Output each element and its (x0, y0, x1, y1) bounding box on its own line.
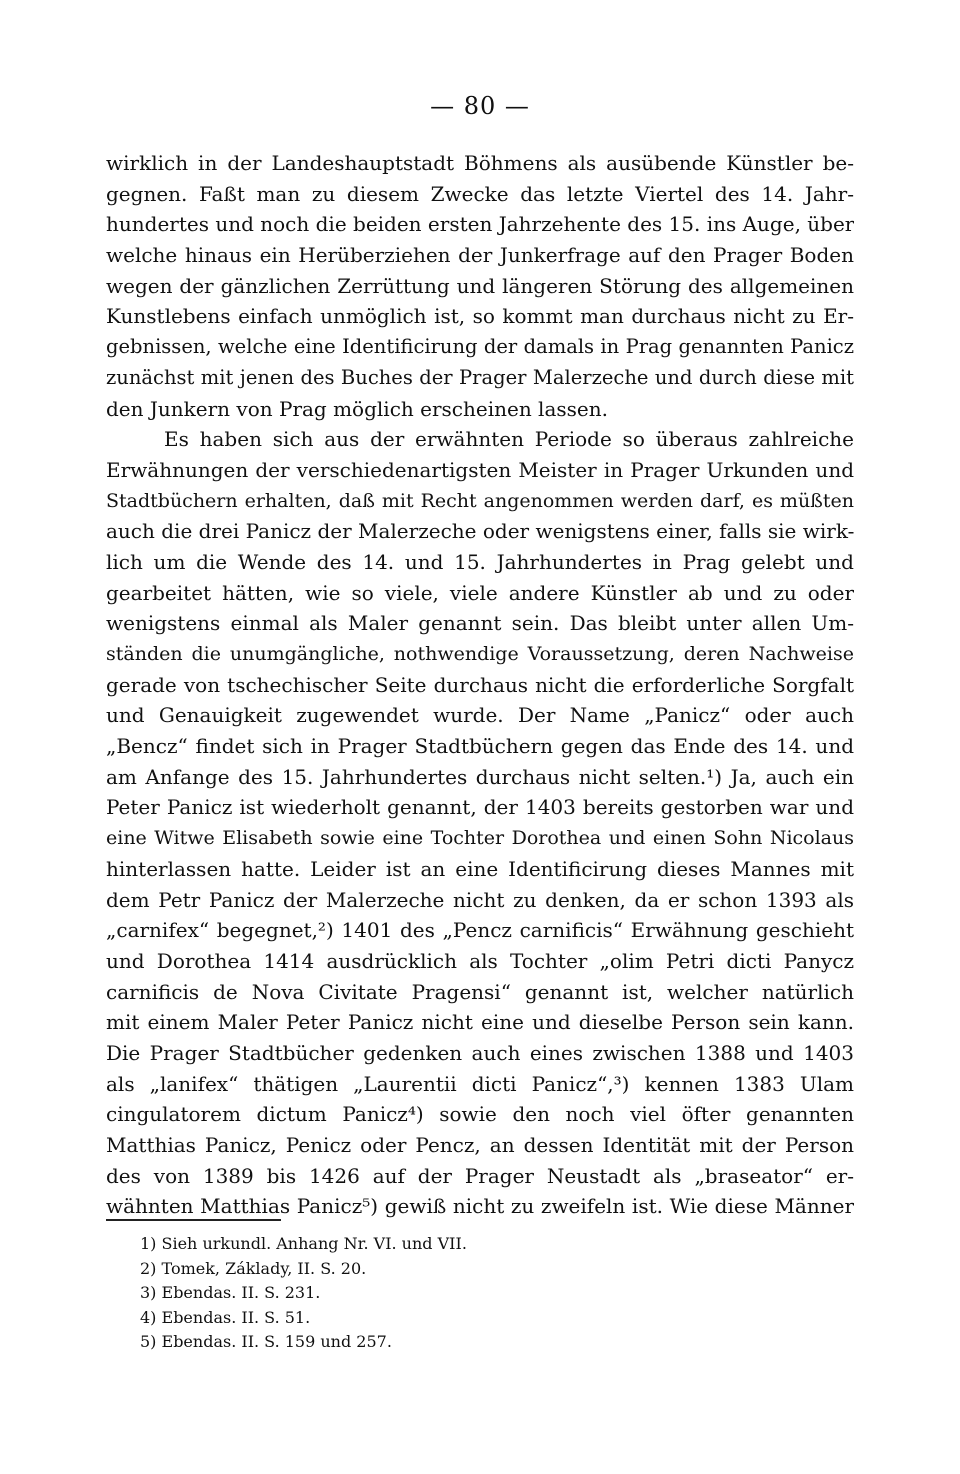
text-line: und Dorothea 1414 ausdrücklich als Tochter „olim Petri dicti Panycz (106, 948, 854, 973)
text-line: cingulatorem dictum Panicz⁴) sowie den noch viel öfter genannten (106, 1102, 854, 1127)
text-line: dem Petr Panicz der Malerzeche nicht zu denken, da er schon 1393 als (106, 887, 854, 912)
text-line: Matthias Panicz, Penicz oder Pencz, an dessen Identität mit der Person (106, 1133, 854, 1157)
text-line: Es haben sich aus der erwähnten Periode so überaus zahlreiche (164, 427, 854, 452)
text-line: hundertes und noch die beiden ersten Jahrzehente des 15. ins Auge, über (106, 212, 854, 237)
text-line: Kunstlebens einfach unmöglich ist, so kommt man durchaus nicht zu Er- (106, 304, 854, 329)
footnote-divider (106, 1219, 281, 1221)
text-line: wegen der gänzlichen Zerrüttung und längeren Störung des allgemeinen (106, 273, 854, 298)
text-line: wenigstens einmal als Maler genannt sein. Das bleibt unter allen Um- (106, 611, 854, 636)
text-line: gegnen. Faßt man zu diesem Zwecke das letzte Viertel des 14. Jahr- (106, 181, 854, 206)
text-line: Stadtbüchern erhalten, daß mit Recht angenommen werden darf, es müßten (106, 489, 854, 512)
footnote: 3) Ebendas. II. S. 231. (140, 1283, 321, 1302)
text-line: lich um die Wende des 14. und 15. Jahrhundertes in Prag gelebt und (106, 549, 854, 574)
text-line: eine Witwe Elisabeth sowie eine Tochter Dorothea und einen Sohn Nicolaus (106, 827, 854, 850)
text-line: hinterlassen hatte. Leider ist an eine Identificirung dieses Mannes mit (106, 856, 854, 881)
text-line: mit einem Maler Peter Panicz nicht eine und dieselbe Person sein kann. (106, 1010, 854, 1035)
text-line: als „lanifex“ thätigen „Laurentii dicti Panicz“,³) kennen 1383 Ulam (106, 1071, 854, 1096)
text-line: Erwähnungen der verschiedenartigsten Meister in Prager Urkunden und (106, 457, 854, 482)
text-line: und Genauigkeit zugewendet wurde. Der Name „Panicz“ oder auch (106, 703, 854, 728)
text-line: Peter Panicz ist wiederholt genannt, der 1403 bereits gestorben war und (106, 795, 854, 820)
text-line: ständen die unumgängliche, nothwendige Voraussetzung, deren Nachweise (106, 643, 854, 665)
footnote: 1) Sieh urkundl. Anhang Nr. VI. und VII. (140, 1234, 467, 1253)
text-line: gerade von tschechischer Seite durchaus nicht die erforderliche Sorgfalt (106, 672, 854, 697)
text-line: gebnissen, welche eine Identificirung der damals in Prag genannten Panicz (106, 335, 854, 359)
body-text (106, 148, 854, 1222)
footnote: 5) Ebendas. II. S. 159 und 257. (140, 1332, 392, 1351)
text-line: carnificis de Nova Civitate Pragensi“ genannt ist, welcher natürlich (106, 979, 854, 1004)
text-line: den Junkern von Prag möglich erscheinen lassen. (106, 396, 608, 421)
text-line: „Bencz“ findet sich in Prager Stadtbüchern gegen das Ende des 14. und (106, 734, 854, 759)
text-line: wirklich in der Landeshauptstadt Böhmens als ausübende Künstler be- (106, 151, 854, 175)
text-line: wähnten Matthias Panicz⁵) gewiß nicht zu zweifeln ist. Wie diese Männer (106, 1194, 854, 1219)
text-line: auch die drei Panicz der Malerzeche oder wenigstens einer, falls sie wirk- (106, 519, 854, 544)
footnotes (140, 1232, 740, 1355)
text-line: am Anfange des 15. Jahrhundertes durchaus nicht selten.¹) Ja, auch ein (106, 764, 854, 789)
text-line: zunächst mit jenen des Buches der Prager Malerzeche und durch diese mit (106, 365, 854, 389)
text-line: „carnifex“ begegnet,²) 1401 des „Pencz carnificis“ Erwähnung geschieht (106, 918, 854, 943)
page-number: — 80 — (430, 92, 530, 120)
text-line: des von 1389 bis 1426 auf der Prager Neustadt als „braseator“ er- (106, 1163, 854, 1188)
footnote: 2) Tomek, Základy, II. S. 20. (140, 1258, 367, 1278)
text-line: Die Prager Stadtbücher gedenken auch eines zwischen 1388 und 1403 (106, 1040, 854, 1065)
text-line: welche hinaus ein Herüberziehen der Junkerfrage auf den Prager Boden (106, 243, 854, 268)
footnote: 4) Ebendas. II. S. 51. (140, 1307, 311, 1327)
text-line: gearbeitet hätten, wie so viele, viele andere Künstler ab und zu oder (106, 580, 854, 605)
